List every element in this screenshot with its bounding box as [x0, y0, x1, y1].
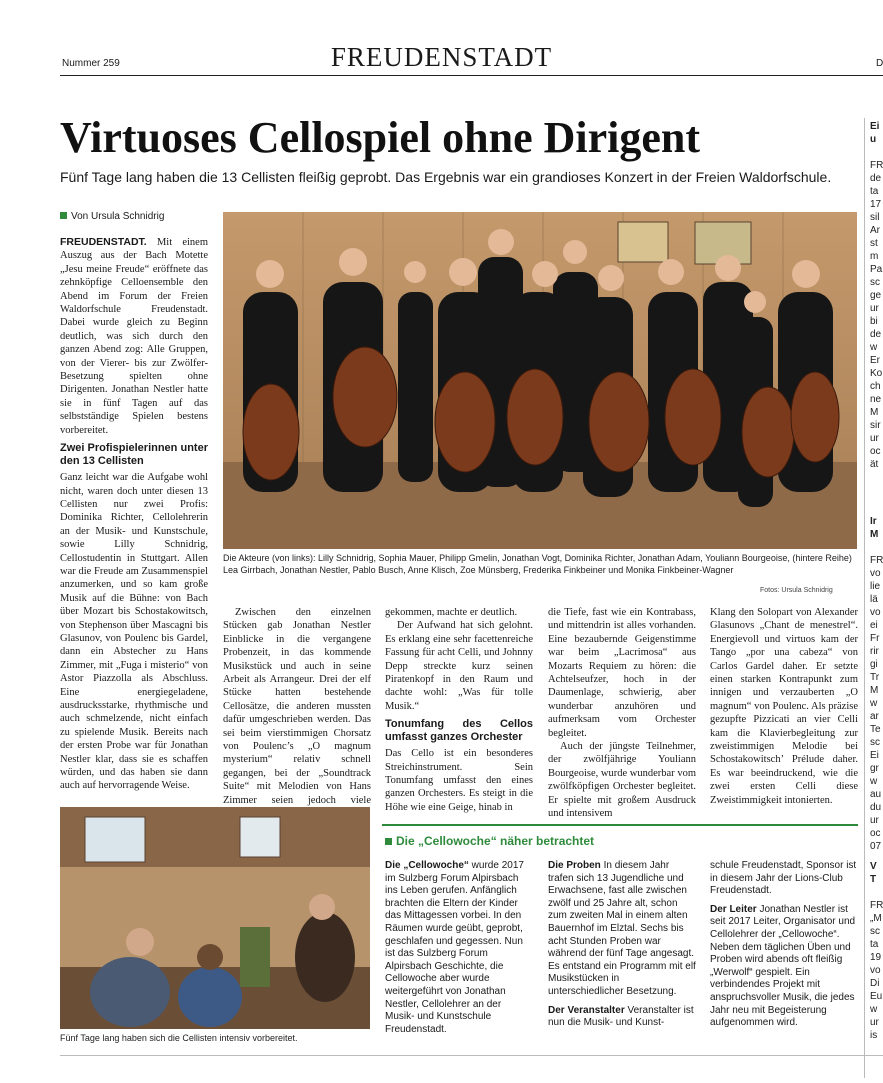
infobox-paragraph: [548, 860, 696, 999]
sidebar-line: Ar: [870, 225, 880, 236]
infobox-top-rule: [382, 824, 858, 826]
sidebar-line: ei: [870, 620, 878, 631]
sidebar-line: Ko: [870, 368, 883, 379]
sidebar-line: sil: [870, 212, 880, 223]
sidebar-line: Eu: [870, 991, 883, 1002]
infobox-paragraph: [548, 1005, 696, 1030]
sidebar-line: sc: [870, 737, 880, 748]
sidebar-line: lie: [870, 581, 881, 592]
article-column-5: [710, 606, 858, 807]
sidebar-line: ar: [870, 711, 879, 722]
infobox-marker-icon: [385, 838, 392, 845]
sidebar-line: [870, 886, 883, 899]
sidebar-line: 19: [870, 952, 882, 963]
sidebar-line: „M: [870, 913, 882, 924]
subheading: Tonumfang des Cellos umfasst ganzes Orchester: [385, 718, 533, 744]
sidebar-line: sir: [870, 420, 881, 431]
sidebar-line: Er: [870, 355, 880, 366]
sidebar-line: FR: [870, 555, 883, 566]
sidebar-line: rir: [870, 646, 879, 657]
paragraph: Zwischen den einzelnen Stücken gab Jonathan Nestler Einblicke in die vergangene Probenzeit, in das kommende Musikstück und auch in seine Arbeit als Arrangeur. Drei der elf Stücke hatten bestehende Cellosätze, die anderen mussten dafür umgeschrieben werden. Das sei beim vierstimmigen Chorsatz von Poulenc’s „O magnum mysterium“ relativ schnell gegangen, bei der „Soundtrack Suite“ mit Melodien von Hans Zimmer seien jedoch viele: [223, 607, 371, 806]
article-column-3: [385, 606, 533, 814]
photo-credit: Fotos: Ursula Schnidrig: [760, 587, 833, 594]
paragraph: die Tiefe, fast wie ein Kontrabass, und mittendrin ist alles vorhanden. Eine bezaubernde Geigenstimme war beim „Lacrimosa“ aus Mozarts Requiem zu hören: die Achtelseufzer, hoch in der Daumenlage, schwierig, aber wunderbar anzuhören und aufmerksam vom Orchester begleitet.: [548, 607, 696, 739]
sidebar-line: [870, 541, 883, 554]
infobox-lead: Die Proben: [548, 860, 601, 871]
sidebar-line: Ei: [870, 750, 879, 761]
rehearsal-photo: [60, 807, 370, 1029]
sidebar-line: M: [870, 407, 879, 418]
sidebar-line: [870, 146, 883, 159]
subheadline: Fünf Tage lang haben die 13 Cellisten fleißig geprobt. Das Ergebnis war ein grandioses Konzert in der Freien Waldorfschule.: [60, 169, 832, 185]
sidebar-line: ch: [870, 381, 881, 392]
right-cut-letter: D: [876, 58, 883, 69]
sidebar-line: vo: [870, 568, 881, 579]
infobox-lead: Der Leiter: [710, 903, 757, 915]
infobox-title: [385, 834, 594, 848]
sidebar-article-c: [870, 860, 883, 1042]
sidebar-line: st: [870, 238, 878, 249]
sidebar-line: Di: [870, 978, 880, 989]
sidebar-line: ta: [870, 939, 879, 950]
sidebar-line: FR: [870, 900, 883, 911]
infobox-text: wurde 2017 im Sulzberg Forum Alpirsbach ins Leben gerufen. Anfänglich brachten die Eltern der Kinder das Mittagessen vorbei. In den Räumen wurde geübt, geprobt, geschlafen und gegessen. Nun ist das Sulzberg Forum Alpirsbach Geschichte, die Cellowoche aber wurde weitergeführt von Jonathan Nestler, Cellolehrer an der Musik- und Kunstschule Freudenstadt.: [385, 860, 524, 1035]
sidebar-line: de: [870, 329, 882, 340]
sidebar-line: lä: [870, 594, 878, 605]
sidebar-line: gi: [870, 659, 878, 670]
infobox-text: Jonathan Nestler ist seit 2017 Leiter, Organisator und Cellolehrer der „Cellowoche“. Neben dem täglichen Üben und Proben wird abends oft fleißig „Werwolf“ gespielt. Ein verbindendes Projekt mit anspruchsvoller Musik, die jedes Jahr neu mit Begeisterung aufgenommen wird.: [710, 903, 856, 1029]
infobox-text: Veranstalter ist nun die Musik- und Kunst-: [548, 1004, 694, 1029]
sidebar-line: ur: [870, 303, 879, 314]
paragraph: [60, 236, 208, 437]
paragraph: Auch der jüngste Teilnehmer, der zwölfjährige Youliann Bourgeoise, wurde wunderbar vom zwölfköpfigen Orchester begleitet. Er spielte mit großem Ausdruck und intensivem: [548, 741, 696, 820]
sidebar-article-a: [870, 120, 883, 471]
paragraph-text: Mit einem Auszug aus der Bach Motette „Jesu meine Freude“ eröffnete das zehnköpfige Celloensemble den Abend im Forum der Freien Waldorfschule Freudenstadt. Dabei wurde gleich zu Beginn deutlich, was sich durch den ganzen Abend zog: Alle Gruppen, von der Vierer- bis zur Zwölfer-Besetzung spielten ohne Dirigenten. Jonathan Nestler hatte sie in fünf Tagen auf das selbstständige Spielen bestens vorbereitet.: [60, 237, 208, 436]
article-column-2: [223, 606, 371, 821]
paragraph: Der Aufwand hat sich gelohnt. Es erklang eine sehr facettenreiche Fassung für acht Celli, und Johnny Depp streckte kurz seinen Piratenkopf in den Raum und dachte wohl: „Was für tolle Musik.“: [385, 620, 533, 712]
sidebar-line: V: [870, 861, 877, 872]
infobox-paragraph: [385, 860, 533, 1036]
sidebar-line: ur: [870, 815, 879, 826]
sidebar-line: oc: [870, 446, 881, 457]
sidebar-line: Te: [870, 724, 881, 735]
infobox-text: In diesem Jahr trafen sich 13 Jugendliche und Erwachsene, fast alle zwischen zwölf und 25 Jahre alt, schon zum zweiten Mal in einem alten Bauernhof im Elztal. Sechs bis acht Stunden Proben war während der fünf Tage angesagt. Es entstand ein Programm mit elf Musikstücken in unterschiedlicher Besetzung.: [548, 860, 696, 997]
sidebar-line: 17: [870, 199, 882, 210]
sidebar-divider: [864, 118, 865, 1078]
sidebar-line: Ir: [870, 516, 877, 527]
byline-marker-icon: [60, 212, 67, 219]
sidebar-line: vo: [870, 965, 881, 976]
sidebar-line: M: [870, 685, 879, 696]
infobox-lead: Der Veranstalter: [548, 1004, 625, 1016]
sidebar-line: ur: [870, 1017, 879, 1028]
sidebar-article-b: [870, 515, 883, 853]
paragraph: gekommen, machte er deutlich.: [385, 607, 518, 618]
issue-number: Nummer 259: [62, 58, 120, 69]
infobox-column-3: [710, 860, 858, 1036]
article-column-1: [60, 236, 208, 793]
sidebar-line: vo: [870, 607, 881, 618]
sidebar-line: ur: [870, 433, 879, 444]
sidebar-line: bi: [870, 316, 878, 327]
sidebar-line: u: [870, 134, 877, 145]
sidebar-line: w: [870, 1004, 878, 1015]
section-title: FREUDENSTADT: [330, 42, 553, 72]
infobox-title-text: Die „Cellowoche“ näher betrachtet: [396, 834, 595, 848]
sidebar-line: M: [870, 529, 879, 540]
article-column-4: [548, 606, 696, 821]
group-photo-illustration: [223, 212, 857, 549]
sidebar-line: Tr: [870, 672, 880, 683]
infobox-paragraph: schule Freudenstadt, Sponsor ist in diesem Jahr der Lions-Club Freudenstadt.: [710, 860, 857, 897]
sidebar-line: Fr: [870, 633, 880, 644]
bottom-rule: [60, 1055, 883, 1056]
sidebar-line: 07: [870, 841, 882, 852]
paragraph: Ganz leicht war die Aufgabe wohl nicht, waren doch unter diesen 13 Cellisten nur zwei Profis: Dominika Richter, Cellolehrerin an der Musik- und Kunstschule, sowie Lilly Schnidrig, Cellostudentin in Stuttgart. Allen war die Freude am Zusammenspiel anzumerken, und so kam große Musik auf die Bühne: von Bach über Mozart bis Schostakowitsch, von Stephenson über Mascagni bis Glasunov, von Poulenc bis Gardel, dann ein Abstecher zu Hans Zimmer, mit „Fuga i misterio“ von Astor Piazzolla als Abschluss. Eine energiegeladene, ausdrucksstarke, rhythmische und auch schmelzende, nicht einfach zu spielende Musik. Bereits nach der ersten Probe war für Jonathan Nestler klar, dass sie es schaffen würden, und das haben sie dann auch auf hervorragende Weise.: [60, 472, 208, 792]
infobox-column-2: [548, 860, 696, 1036]
sidebar-line: is: [870, 1030, 878, 1041]
dateline: FREUDENSTADT.: [60, 236, 147, 248]
sidebar-line: w: [870, 698, 878, 709]
sidebar-line: w: [870, 342, 878, 353]
infobox-lead: Die „Cellowoche“: [385, 860, 469, 871]
sidebar-line: oc: [870, 828, 881, 839]
sidebar-line: Ei: [870, 121, 880, 132]
paragraph: Klang den Solopart von Alexander Glasunovs „Chant de menestrel“. Energievoll und virtuos kam der Tango „por una cabeza“ von Carlos Gardel daher. Er setzte einen starken Kontrapunkt zum innigen und verzauberten „O magnum“ von Poulenc. Als präzise gezupfte Pizzicati an vier Celli kam die Klavierbegleitung zur zweistimmigen Melodie bei Schostakowitsch’ Prélude daher. Es war beeindruckend, wie die zwei ersten Celli diese Zweistimmigkeit intonierten.: [710, 607, 858, 806]
sidebar-line: sc: [870, 926, 880, 937]
rehearsal-photo-illustration: [60, 807, 370, 1029]
sidebar-line: T: [870, 874, 877, 885]
paragraph: Das Cello ist ein besonderes Streichinstrument. Sein Tonumfang umfasst den eines ganzen Orchesters. Es steigt in die Höhe wie eine Geige, hinab in: [385, 748, 533, 813]
byline-text: Von Ursula Schnidrig: [71, 211, 165, 222]
sidebar-line: ta: [870, 186, 879, 197]
sidebar-line: du: [870, 802, 882, 813]
sidebar-line: ät: [870, 459, 879, 470]
subheading: Zwei Profispielerinnen unter den 13 Cellisten: [60, 442, 208, 468]
headline: Virtuoses Cellospiel ohne Dirigent: [60, 113, 700, 162]
sidebar-line: m: [870, 251, 879, 262]
sidebar-line: Pa: [870, 264, 883, 275]
infobox-paragraph: [710, 904, 858, 1030]
rehearsal-photo-caption: Fünf Tage lang haben sich die Cellisten intensiv vorbereitet.: [60, 1033, 298, 1043]
sidebar-line: gr: [870, 763, 879, 774]
sidebar-line: FR: [870, 160, 883, 171]
sidebar-line: de: [870, 173, 882, 184]
sidebar-line: ge: [870, 290, 882, 301]
photo-caption: Die Akteure (von links): Lilly Schnidrig, Sophia Mauer, Philipp Gmelin, Jonathan Vogt, Dominika Richter, Jonathan Adam, Youliann Bourgeoise, (hintere Reihe) Lea Girrbach, Jonathan Nestler, Pablo Busch, Anne Klisch, Zoe Münsberg, Frederika Finkbeiner und Monika Finkbeiner-Wagner: [223, 553, 852, 575]
header-rule: [60, 75, 883, 76]
sidebar-line: ne: [870, 394, 882, 405]
group-photo: [223, 212, 857, 549]
byline: [60, 211, 164, 222]
sidebar-line: au: [870, 789, 882, 800]
infobox-column-1: [385, 860, 533, 1042]
sidebar-line: sc: [870, 277, 880, 288]
sidebar-line: w: [870, 776, 878, 787]
